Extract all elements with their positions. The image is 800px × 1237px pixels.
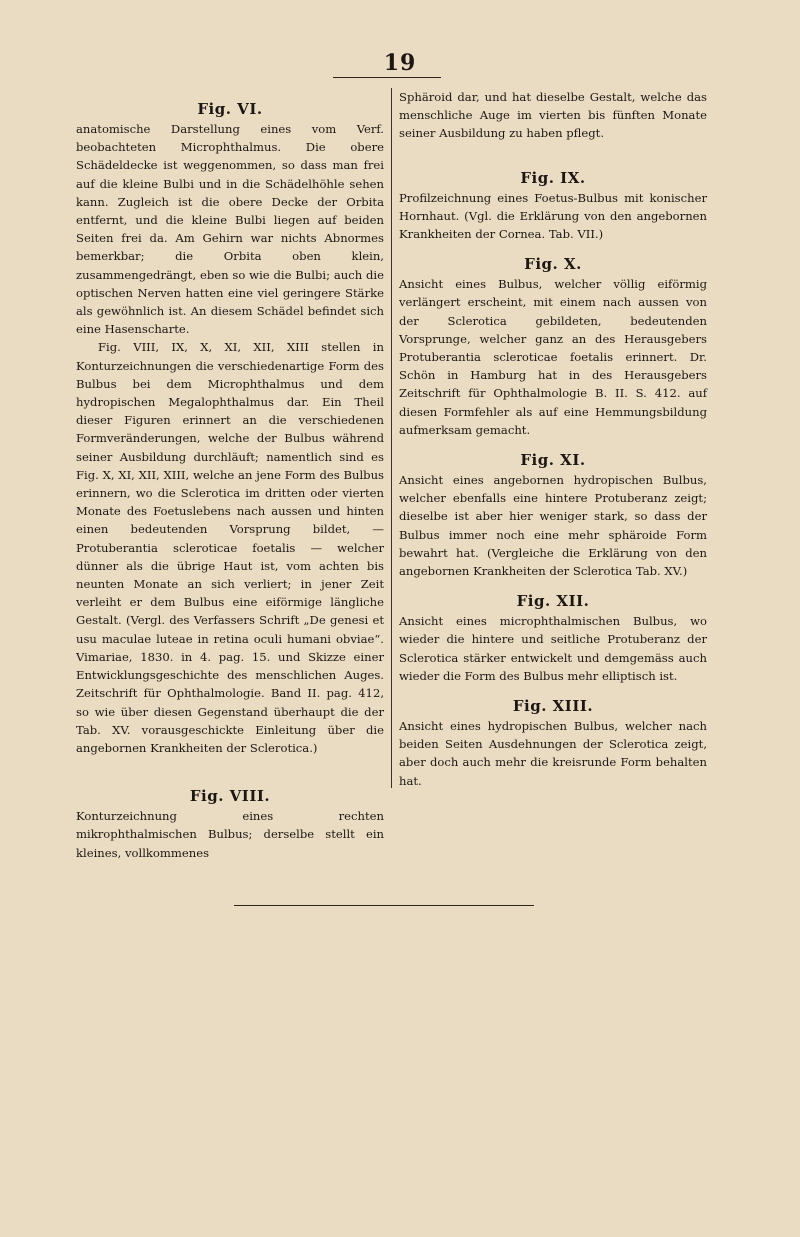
continuation-paragraph: Sphäroid dar, und hat dieselbe Gestalt, welche das menschliche Auge im vierten bis fünften Monate seiner Ausbildung zu haben pflegt.: [399, 90, 707, 141]
fig12-heading: Fig. XII.: [516, 592, 590, 611]
spacer: [399, 439, 707, 451]
fig13-heading: Fig. XIII.: [512, 697, 594, 716]
spacer: [399, 685, 707, 697]
fig6-heading: Fig. VI.: [197, 100, 263, 118]
fig11-heading: Fig. XI.: [520, 451, 586, 470]
fig8-paragraph: Konturzeichnung eines rechten mikrophthalmischen Bulbus; derselbe stellt ein kleines, vollkommenes: [76, 809, 384, 860]
bottom-rule: [234, 905, 534, 906]
fig13-paragraph: Ansicht eines hydropischen Bulbus, welcher nach beiden Seiten Ausdehnungen der Sclerotica zeigt, aber doch auch mehr die kreisrunde Form behalten hat.: [399, 719, 707, 788]
fig6-paragraph: anatomische Darstellung eines vom Verf. beobachteten Microphthalmus. Die obere Schädeldecke ist weggenommen, so dass man frei auf die kleine Bulbi und in die Schädelhöhle sehen kann. Zugleich ist die obere Decke der Orbita entfernt, und die kleine Bulbi liegen auf beiden Seiten frei da. Am Gehirn war nichts Abnormes bemerkbar; die Orbita oben klein, zusammengedrängt, eben so wie die Bulbi; auch die optischen Nerven hatten eine viel geringere Stärke als gewöhnlich ist. An diesem Schädel befindet sich eine Hasenscharte.: [76, 122, 384, 337]
fig11-paragraph: Ansicht eines angebornen hydropischen Bulbus, welcher ebenfalls eine hintere Protuberanz zeigt; dieselbe ist aber hier weniger stark, so dass der Bulbus immer noch eine mehr sphäroide Form bewahrt hat. (Vergleiche die Erklärung von den angebornen Krankheiten der Sclerotica Tab. XV.): [399, 473, 707, 579]
fig10-heading: Fig. X.: [524, 255, 582, 274]
left-column: [76, 100, 384, 862]
spacer: [399, 143, 707, 169]
fig10-paragraph: Ansicht eines Bulbus, welcher völlig eiförmig verlängert erscheint, mit einem nach aussen von der Sclerotica gebildeten, bedeutenden Vorsprunge, welcher ganz an des Herausgebers Protuberantia scleroticae foetalis erinnert. Dr. Schön in Hamburg hat in des Herausgebers Zeitschrift für Ophthalmologie B. II. S. 412. auf diesen Formfehler als auf eine Hemmungsbildung aufmerksam gemacht.: [399, 277, 707, 437]
figures-overview-paragraph: Fig. VIII, IX, X, XI, XII, XIII stellen in Konturzeichnungen die verschiedenartige Form des Bulbus bei dem Microphthalmus und dem hydropischen Megalophthalmus dar. Ein Theil dieser Figuren erinnert an die verschiedenen Formveränderungen, welche der Bulbus während seiner Ausbildung durchläuft; namentlich sind es Fig. X, XI, XII, XIII, welche an jene Form des Bulbus erinnern, wo die Sclerotica im dritten oder vierten Monate des Foetuslebens nach aussen und hinten einen bedeutenden Vorsprung bildet, — Protuberantia scleroticae foetalis — welcher dünner als die übrige Haut ist, vom achten bis neunten Monate an sich verliert; in jener Zeit verleiht er dem Bulbus eine eiförmige längliche Gestalt. (Vergl. des Verfassers Schrift „De genesi et usu maculae luteae in retina oculi humani obviae“. Vimariae, 1830. in 4. pag. 15. und Skizze einer Entwicklungsgeschichte des menschlichen Auges. Zeitschrift für Ophthalmologie. Band II. pag. 412, so wie über diesen Gegenstand überhaupt die der Tab. XV. vorausgeschickte Einleitung über die angebornen Krankheiten der Sclerotica.): [76, 340, 384, 755]
right-column: [399, 88, 707, 790]
fig9-paragraph: Profilzeichnung eines Foetus-Bulbus mit konischer Hornhaut. (Vgl. die Erklärung von den angebornen Krankheiten der Cornea. Tab. VII.): [399, 190, 707, 242]
spacer: [399, 243, 707, 255]
spacer: [399, 580, 707, 592]
column-divider: [391, 88, 392, 788]
fig9-heading: Fig. IX.: [520, 168, 586, 187]
spacer: [76, 757, 384, 787]
page-number: 19: [383, 50, 417, 76]
page-number-rule: [333, 77, 441, 78]
fig12-paragraph: Ansicht eines microphthalmischen Bulbus, wo wieder die hintere und seitliche Protuberanz der Sclerotica stärker entwickelt und demgemäss auch wieder die Form des Bulbus mehr elliptisch ist.: [399, 614, 707, 683]
fig8-heading: Fig. VIII.: [189, 787, 271, 806]
